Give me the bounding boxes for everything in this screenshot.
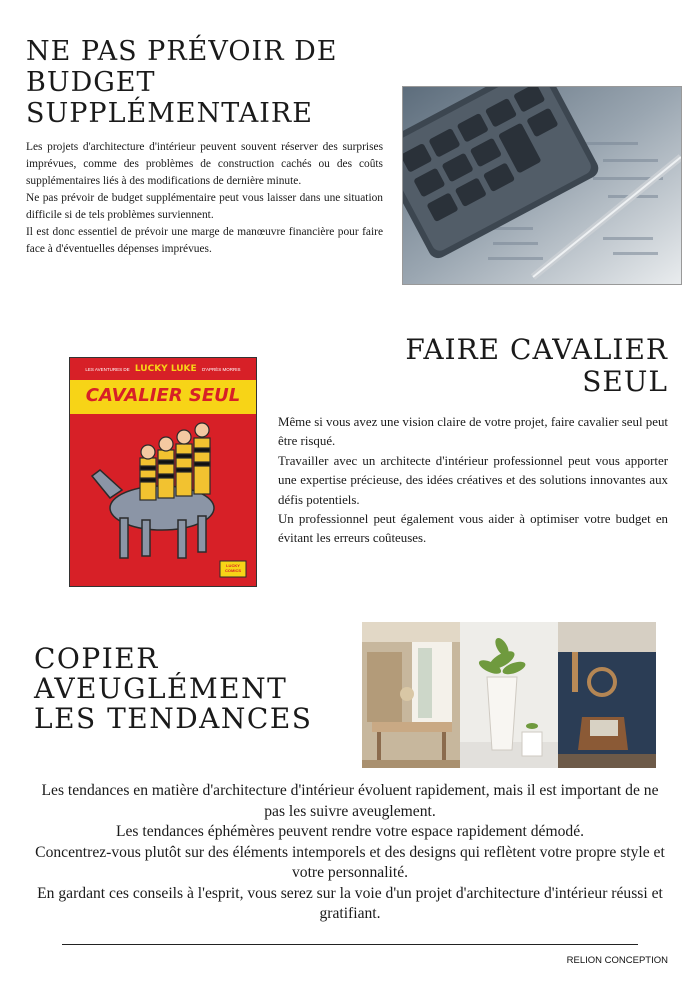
comic-cover	[69, 357, 257, 587]
interior-collage	[362, 622, 656, 768]
paragraph: Il est donc essentiel de prévoir une marge de manœuvre financière pour faire face à d'éventuelles dépenses imprévues.	[26, 226, 383, 255]
section-title-budget: NE PAS PRÉVOIR DE BUDGET SUPPLÉMENTAIRE	[26, 36, 338, 129]
interior-trends-photo	[362, 622, 656, 768]
cover-badge: LUCKY COMICS	[225, 563, 241, 573]
paragraph: Même si vous avez une vision claire de votre projet, faire cavalier seul peut être risqué.	[278, 415, 668, 449]
paragraph: En gardant ces conseils à l'esprit, vous serez sur la voie d'un projet d'architecture d'intérieur réussi et gratifiant.	[37, 884, 663, 922]
cover-series-line: LES AVENTURES DE	[85, 367, 130, 372]
cover-after-brand: D'APRÈS MORRIS	[201, 367, 241, 372]
paragraph: Les projets d'architecture d'intérieur peuvent souvent réserver des surprises imprévues, comme des problèmes de construction cachés ou des coûts supplémentaires liés à des modifications de dernière minute.	[26, 141, 383, 187]
calculator-photo	[402, 86, 682, 285]
footer-brand: RELION CONCEPTION	[566, 955, 668, 966]
paragraph: Travailler avec un architecte d'intérieur professionnel peut vous apporter une expertise précieuse, des idées créatives et des solutions innovantes aux défis potentiels.	[278, 453, 668, 507]
section-body-tendances	[30, 781, 670, 925]
paragraph: Les tendances en matière d'architecture d'intérieur évoluent rapidement, mais il est important de ne pas les suivre aveuglement.	[41, 782, 659, 820]
cover-brand: LUCKY LUKE	[134, 364, 197, 374]
calculator-illustration	[403, 87, 681, 284]
paragraph: Ne pas prévoir de budget supplémentaire peut vous laisser dans une situation difficile si de tels problèmes surviennent.	[26, 192, 383, 221]
paragraph: Concentrez-vous plutôt sur des éléments intemporels et des designs qui reflètent votre propre style et votre personnalité.	[35, 843, 665, 881]
paragraph: Un professionnel peut également vous aider à optimiser votre budget en évitant les erreurs coûteuses.	[278, 512, 668, 546]
section-title-cavalier: FAIRE CAVALIER SEUL	[405, 333, 668, 398]
section-body-cavalier	[278, 413, 668, 549]
paragraph: Les tendances éphémères peuvent rendre votre espace rapidement démodé.	[115, 823, 585, 840]
section-title-tendances: COPIER AVEUGLÉMENT LES TENDANCES	[34, 642, 313, 735]
footer-divider	[62, 944, 638, 945]
cover-title: CAVALIER SEUL	[85, 385, 241, 406]
section-body-budget	[26, 139, 383, 258]
